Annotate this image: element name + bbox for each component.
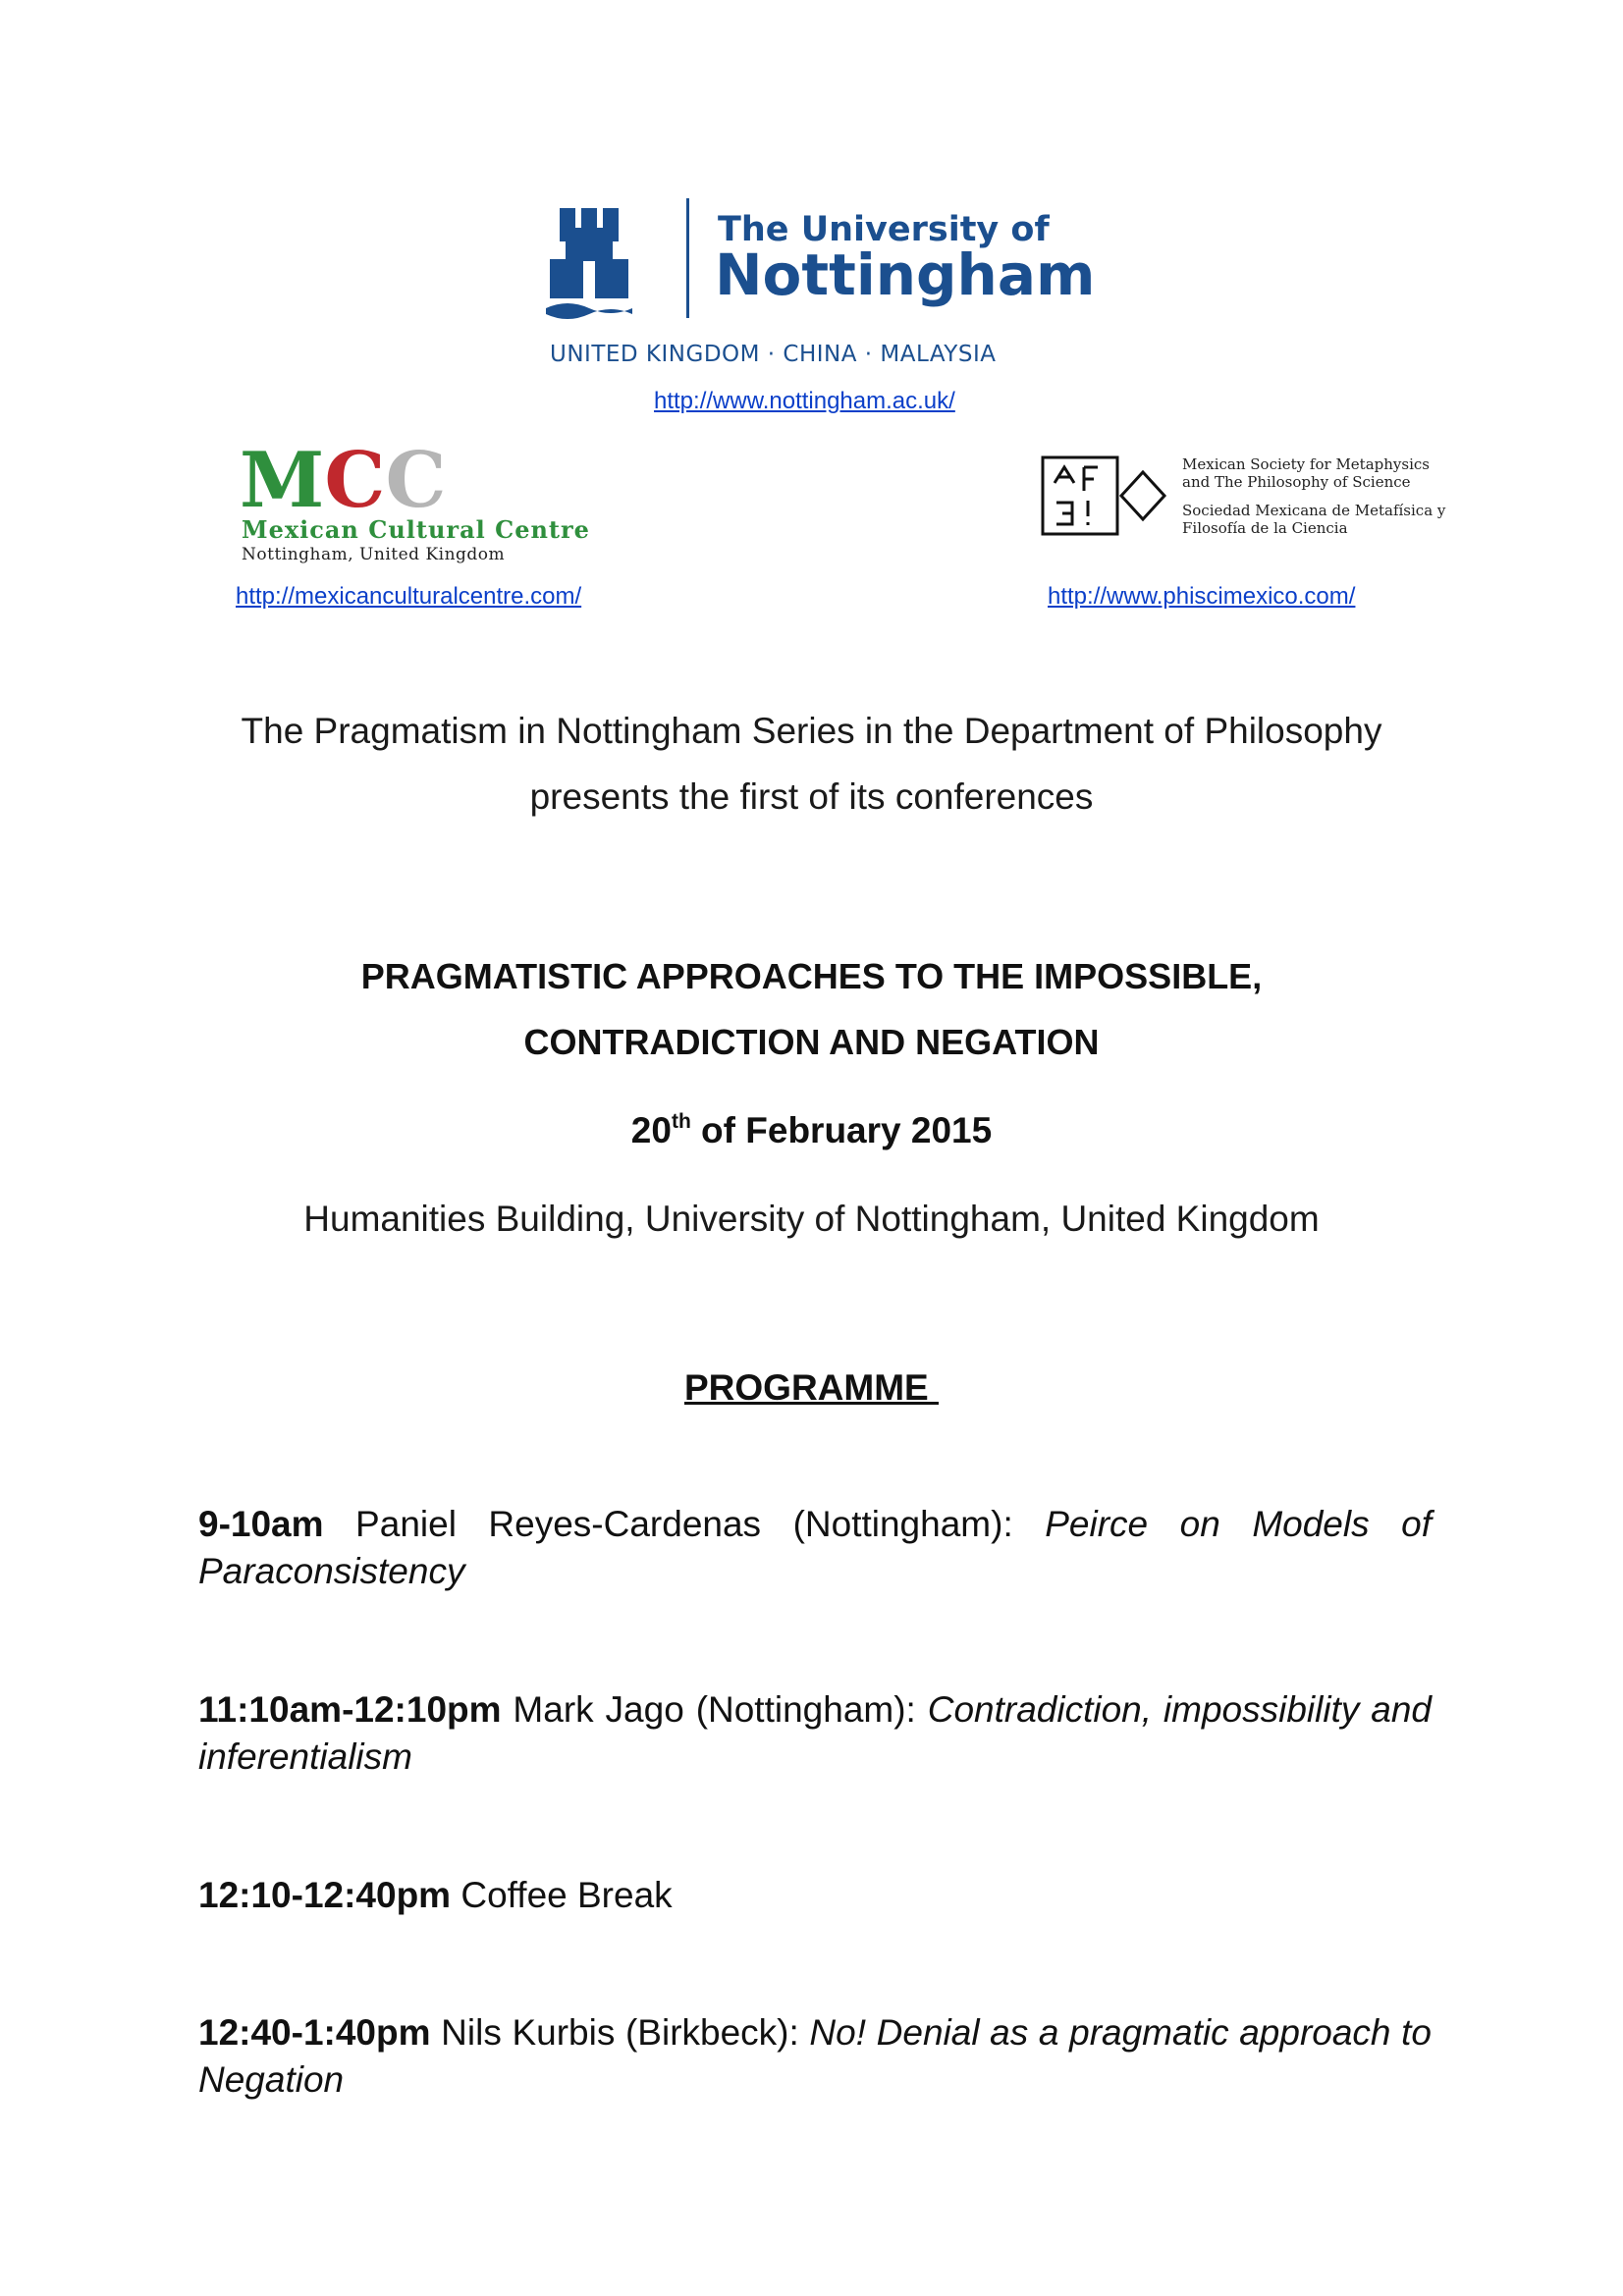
uon-title-line2: Nottingham — [715, 241, 1096, 308]
programme-item — [198, 1686, 1432, 1781]
castle-icon — [546, 208, 632, 319]
intro-line2: presents the first of its conferences — [529, 776, 1094, 817]
phisci-logo — [1041, 454, 1446, 542]
date-rest: of February 2015 — [690, 1110, 993, 1150]
phisci-link[interactable]: http://www.phiscimexico.com/ — [1048, 583, 1356, 610]
programme-item — [198, 2009, 1432, 2104]
mcc-logo — [236, 436, 609, 572]
programme-item — [198, 1872, 1432, 1919]
conference-title-line2: CONTRADICTION AND NEGATION — [523, 1022, 1100, 1062]
date-day: 20 — [630, 1110, 672, 1150]
phisci-es-line1: Sociedad Mexicana de Metafísica y — [1182, 502, 1446, 519]
phisci-en-line2: and The Philosophy of Science — [1182, 473, 1411, 491]
item-talk: Contradiction, impossibility and inferentialism — [198, 1689, 1432, 1777]
conference-date — [0, 1110, 1623, 1151]
item-speaker: Mark Jago (Nottingham): — [501, 1689, 928, 1730]
phisci-es-line2: Filosofía de la Ciencia — [1182, 519, 1348, 537]
intro-line1: The Pragmatism in Nottingham Series in the Department of Philosophy — [241, 711, 1382, 751]
item-talk: No! Denial as a pragmatic approach to Negation — [198, 2012, 1432, 2100]
programme-heading-wrap — [0, 1367, 1623, 1409]
nottingham-logo — [546, 196, 1096, 367]
phisci-emblem-icon — [1043, 457, 1164, 534]
mcc-name: Mexican Cultural Centre — [242, 515, 590, 544]
item-time: 9-10am — [198, 1504, 324, 1544]
phisci-en-line1: Mexican Society for Metaphysics — [1182, 455, 1430, 473]
item-time: 12:40-1:40pm — [198, 2012, 431, 2053]
item-talk: Peirce on Models of Paraconsistency — [198, 1504, 1432, 1591]
item-speaker: Paniel Reyes-Cardenas (Nottingham): — [323, 1504, 1046, 1544]
conference-title-line1: PRAGMATISTIC APPROACHES TO THE IMPOSSIBLE, — [360, 956, 1263, 996]
nottingham-link[interactable]: http://www.nottingham.ac.uk/ — [654, 388, 955, 414]
programme-item — [198, 1501, 1432, 1595]
mcc-location: Nottingham, United Kingdom — [242, 545, 506, 564]
mcc-link[interactable]: http://mexicanculturalcentre.com/ — [236, 583, 582, 610]
item-time: 11:10am-12:10pm — [198, 1689, 502, 1730]
item-speaker: Nils Kurbis (Birkbeck): — [430, 2012, 810, 2053]
uon-title-line1: The University of — [718, 210, 1050, 249]
uon-regions: UNITED KINGDOM · CHINA · MALAYSIA — [550, 342, 997, 367]
date-suffix: th — [671, 1110, 691, 1133]
item-time: 12:10-12:40pm — [198, 1875, 452, 1915]
conference-venue: Humanities Building, University of Nottingham, United Kingdom — [303, 1199, 1320, 1239]
mcc-letters: MCC — [240, 436, 447, 525]
item-speaker: Coffee Break — [451, 1875, 673, 1915]
programme-heading: PROGRAMME — [684, 1367, 939, 1408]
